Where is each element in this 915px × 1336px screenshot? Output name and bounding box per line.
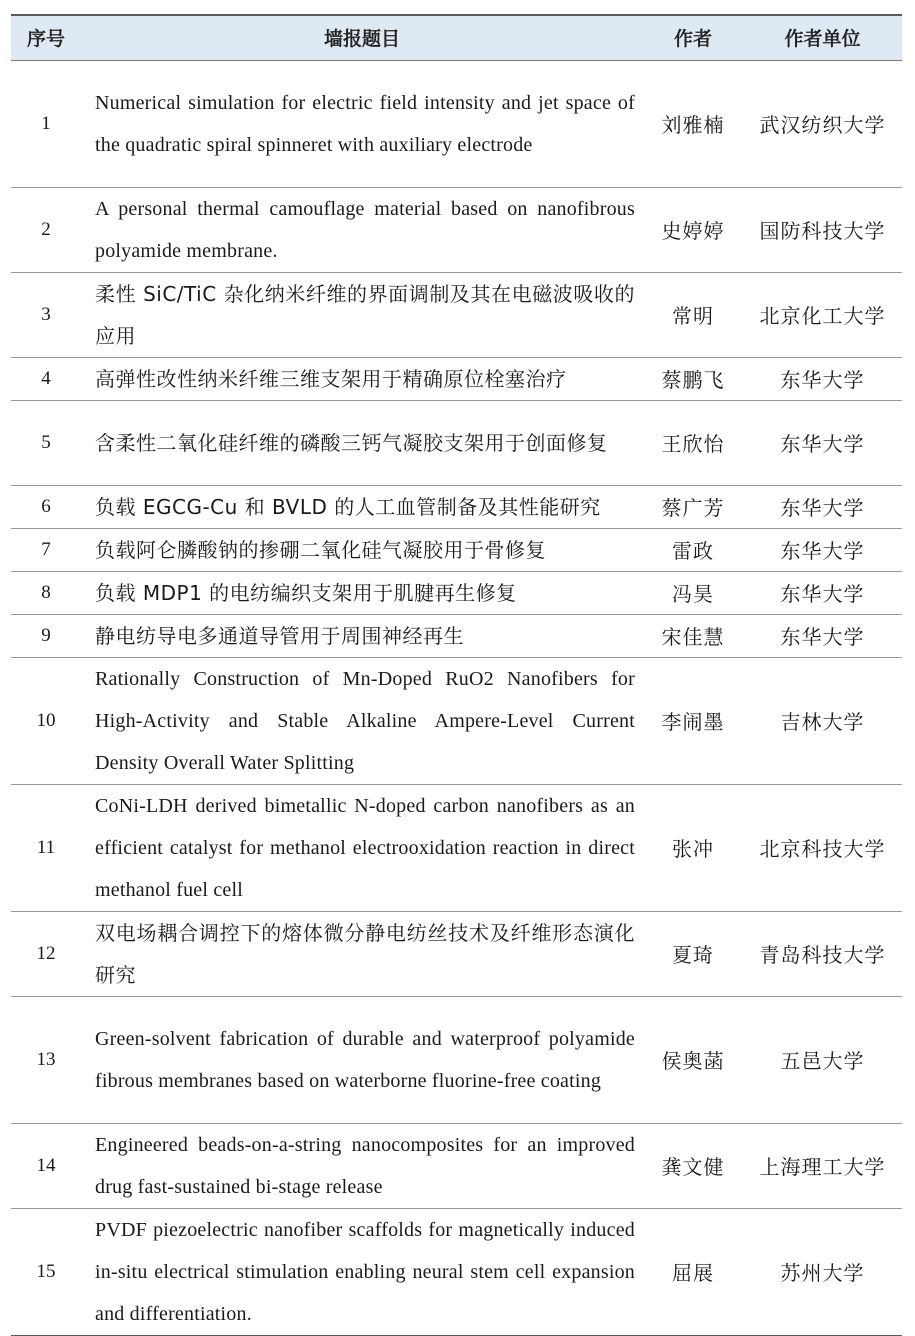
table-row (11, 784, 902, 911)
row-unit: 东华大学 (743, 400, 902, 485)
row-no: 4 (11, 357, 81, 400)
row-unit: 东华大学 (743, 528, 902, 571)
row-unit: 上海理工大学 (743, 1123, 902, 1208)
row-title: Engineered beads-on-a-string nanocomposites for an improved drug fast-sustained bi-stage release (81, 1123, 643, 1208)
row-author: 蔡鹏飞 (643, 357, 743, 400)
poster-table (11, 14, 902, 1336)
row-title: Green-solvent fabrication of durable and waterproof polyamide fibrous membranes based on waterborne fluorine-free coating (81, 996, 643, 1123)
row-unit: 东华大学 (743, 485, 902, 528)
row-unit: 五邑大学 (743, 996, 902, 1123)
table-body (11, 60, 902, 1335)
row-author: 冯昊 (643, 571, 743, 614)
header-unit: 作者单位 (743, 15, 902, 60)
table-row (11, 571, 902, 614)
row-no: 15 (11, 1208, 81, 1335)
row-unit: 东华大学 (743, 357, 902, 400)
row-no: 1 (11, 60, 81, 187)
row-title: Rationally Construction of Mn-Doped RuO2 Nanofibers for High-Activity and Stable Alkaline Ampere-Level Current Density Overall Water Splitting (81, 657, 643, 784)
table-row (11, 1208, 902, 1335)
table-row (11, 357, 902, 400)
row-unit: 北京化工大学 (743, 272, 902, 357)
table-row (11, 911, 902, 996)
row-no: 12 (11, 911, 81, 996)
row-no: 8 (11, 571, 81, 614)
row-title: 负载 MDP1 的电纺编织支架用于肌腱再生修复 (81, 571, 643, 614)
row-author: 宋佳慧 (643, 614, 743, 657)
row-author: 王欣怡 (643, 400, 743, 485)
row-unit: 青岛科技大学 (743, 911, 902, 996)
row-author: 张冲 (643, 784, 743, 911)
table-row (11, 485, 902, 528)
row-author: 蔡广芳 (643, 485, 743, 528)
table-row (11, 60, 902, 187)
row-author: 李闹墨 (643, 657, 743, 784)
row-title: 柔性 SiC/TiC 杂化纳米纤维的界面调制及其在电磁波吸收的应用 (81, 272, 643, 357)
row-title: 高弹性改性纳米纤维三维支架用于精确原位栓塞治疗 (81, 357, 643, 400)
row-unit: 武汉纺织大学 (743, 60, 902, 187)
header-author: 作者 (643, 15, 743, 60)
row-no: 2 (11, 187, 81, 272)
table-row (11, 996, 902, 1123)
row-author: 雷政 (643, 528, 743, 571)
row-title: 双电场耦合调控下的熔体微分静电纺丝技术及纤维形态演化研究 (81, 911, 643, 996)
row-unit: 吉林大学 (743, 657, 902, 784)
row-title: CoNi-LDH derived bimetallic N-doped carbon nanofibers as an efficient catalyst for methanol electrooxidation reaction in direct methanol fuel cell (81, 784, 643, 911)
row-unit: 东华大学 (743, 571, 902, 614)
table-row (11, 657, 902, 784)
row-no: 5 (11, 400, 81, 485)
table-row (11, 272, 902, 357)
row-author: 刘雅楠 (643, 60, 743, 187)
row-author: 侯奥菡 (643, 996, 743, 1123)
row-unit: 北京科技大学 (743, 784, 902, 911)
row-no: 7 (11, 528, 81, 571)
row-no: 6 (11, 485, 81, 528)
header-no: 序号 (11, 15, 81, 60)
row-no: 3 (11, 272, 81, 357)
row-title: Numerical simulation for electric field intensity and jet space of the quadratic spiral spinneret with auxiliary electrode (81, 60, 643, 187)
table-row (11, 187, 902, 272)
row-author: 史婷婷 (643, 187, 743, 272)
row-title: 静电纺导电多通道导管用于周围神经再生 (81, 614, 643, 657)
row-title: PVDF piezoelectric nanofiber scaffolds for magnetically induced in-situ electrical stimulation enabling neural stem cell expansion and differentiation. (81, 1208, 643, 1335)
row-author: 屈展 (643, 1208, 743, 1335)
row-title: 负载阿仑膦酸钠的掺硼二氧化硅气凝胶用于骨修复 (81, 528, 643, 571)
row-author: 龚文健 (643, 1123, 743, 1208)
row-no: 11 (11, 784, 81, 911)
row-title: A personal thermal camouflage material based on nanofibrous polyamide membrane. (81, 187, 643, 272)
table-row (11, 1123, 902, 1208)
row-no: 14 (11, 1123, 81, 1208)
row-author: 夏琦 (643, 911, 743, 996)
row-author: 常明 (643, 272, 743, 357)
table-row (11, 614, 902, 657)
row-unit: 苏州大学 (743, 1208, 902, 1335)
header-title: 墙报题目 (81, 15, 643, 60)
table-row (11, 400, 902, 485)
row-no: 10 (11, 657, 81, 784)
row-title: 负载 EGCG-Cu 和 BVLD 的人工血管制备及其性能研究 (81, 485, 643, 528)
row-unit: 国防科技大学 (743, 187, 902, 272)
row-no: 13 (11, 996, 81, 1123)
row-no: 9 (11, 614, 81, 657)
table-header (11, 15, 902, 60)
table-row (11, 528, 902, 571)
header-row (11, 15, 902, 60)
row-title: 含柔性二氧化硅纤维的磷酸三钙气凝胶支架用于创面修复 (81, 400, 643, 485)
row-unit: 东华大学 (743, 614, 902, 657)
